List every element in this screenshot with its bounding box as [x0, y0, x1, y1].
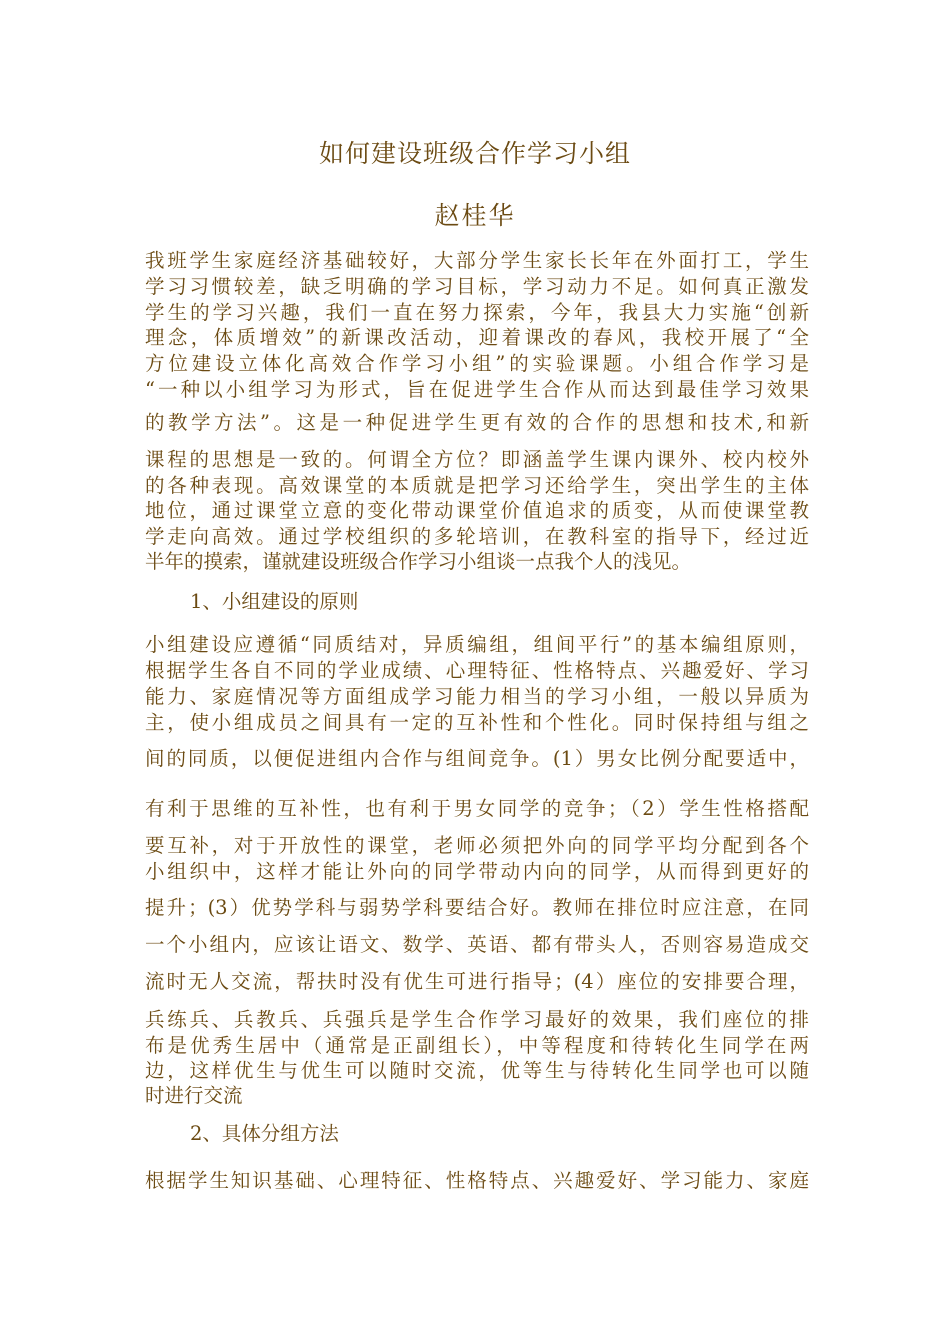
paragraph-1-line: 我班学生家庭经济基础较好，大部分学生家长长年在外面打工，学生: [145, 249, 809, 272]
paragraph-2-line: 小组织中，这样才能让外向的同学带动内向的同学，从而得到更好的: [145, 860, 809, 883]
paragraph-1-line: 理念，体质增效”的新课改活动，迎着课改的春风，我校开展了“全: [145, 326, 809, 349]
paragraph-2-line: 时进行交流: [145, 1084, 243, 1107]
paragraph-2-line: 有利于思维的互补性，也有利于男女同学的竞争；（2）学生性格搭配: [145, 797, 809, 820]
paragraph-2-line: 根据学生各自不同的学业成绩、心理特征、性格特点、兴趣爱好、学习: [145, 659, 809, 682]
author-name: 赵桂华: [434, 201, 516, 230]
paragraph-1-line: 半年的摸索，谨就建设班级合作学习小组谈一点我个人的浅见。: [145, 550, 692, 573]
section-heading-2: 2、具体分组方法: [190, 1122, 339, 1145]
document-title: 如何建设班级合作学习小组: [318, 139, 631, 168]
paragraph-1-line: 学走向高效。通过学校组织的多轮培训，在教科室的指导下，经过近: [145, 525, 809, 548]
paragraph-1-line: 地位，通过课堂立意的变化带动课堂价值追求的质变，从而使课堂教: [145, 499, 809, 522]
paragraph-1-line: 课程的思想是一致的。何谓全方位？即涵盖学生课内课外、校内校外: [145, 448, 809, 471]
paragraph-2-line: 间的同质，以便促进组内合作与组间竞争。(1）男女比例分配要适中，: [145, 747, 809, 770]
paragraph-2-line: 流时无人交流，帮扶时没有优生可进行指导；(4）座位的安排要合理，: [145, 970, 809, 993]
paragraph-2-line: 布是优秀生居中（通常是正副组长），中等程度和待转化生同学在两: [145, 1034, 809, 1057]
paragraph-2-line: 提升；(3）优势学科与弱势学科要结合好。教师在排位时应注意，在同: [145, 896, 809, 919]
section-heading-1: 1、小组建设的原则: [190, 590, 359, 613]
paragraph-1-line: 方位建设立体化高效合作学习小组”的实验课题。小组合作学习是: [145, 352, 809, 375]
paragraph-2-line: 要互补，对于开放性的课堂，老师必须把外向的同学平均分配到各个: [145, 834, 809, 857]
paragraph-2-line: 边，这样优生与优生可以随时交流，优等生与待转化生同学也可以随: [145, 1059, 809, 1082]
paragraph-2-line: 主，使小组成员之间具有一定的互补性和个性化。同时保持组与组之: [145, 711, 809, 734]
paragraph-1-line: 学习习惯较差，缺乏明确的学习目标，学习动力不足。如何真正激发: [145, 275, 809, 298]
paragraph-2-line: 兵练兵、兵教兵、兵强兵是学生合作学习最好的效果，我们座位的排: [145, 1008, 809, 1031]
paragraph-1-line: 学生的学习兴趣，我们一直在努力探索，今年，我县大力实施“创新: [145, 301, 809, 324]
paragraph-2-line: 一个小组内，应该让语文、数学、英语、都有带头人，否则容易造成交: [145, 933, 809, 956]
paragraph-1-line: “一种以小组学习为形式，旨在促进学生合作从而达到最佳学习效果: [145, 378, 809, 401]
paragraph-1-line: 的教学方法”。这是一种促进学生更有效的合作的思想和技术,和新: [145, 411, 809, 434]
paragraph-3-line: 根据学生知识基础、心理特征、性格特点、兴趣爱好、学习能力、家庭: [145, 1169, 809, 1192]
paragraph-2-line: 能力、家庭情况等方面组成学习能力相当的学习小组，一般以异质为: [145, 685, 809, 708]
paragraph-1-line: 的各种表现。高效课堂的本质就是把学习还给学生，突出学生的主体: [145, 474, 809, 497]
paragraph-2-line: 小组建设应遵循“同质结对，异质编组，组间平行”的基本编组原则，: [145, 633, 809, 656]
